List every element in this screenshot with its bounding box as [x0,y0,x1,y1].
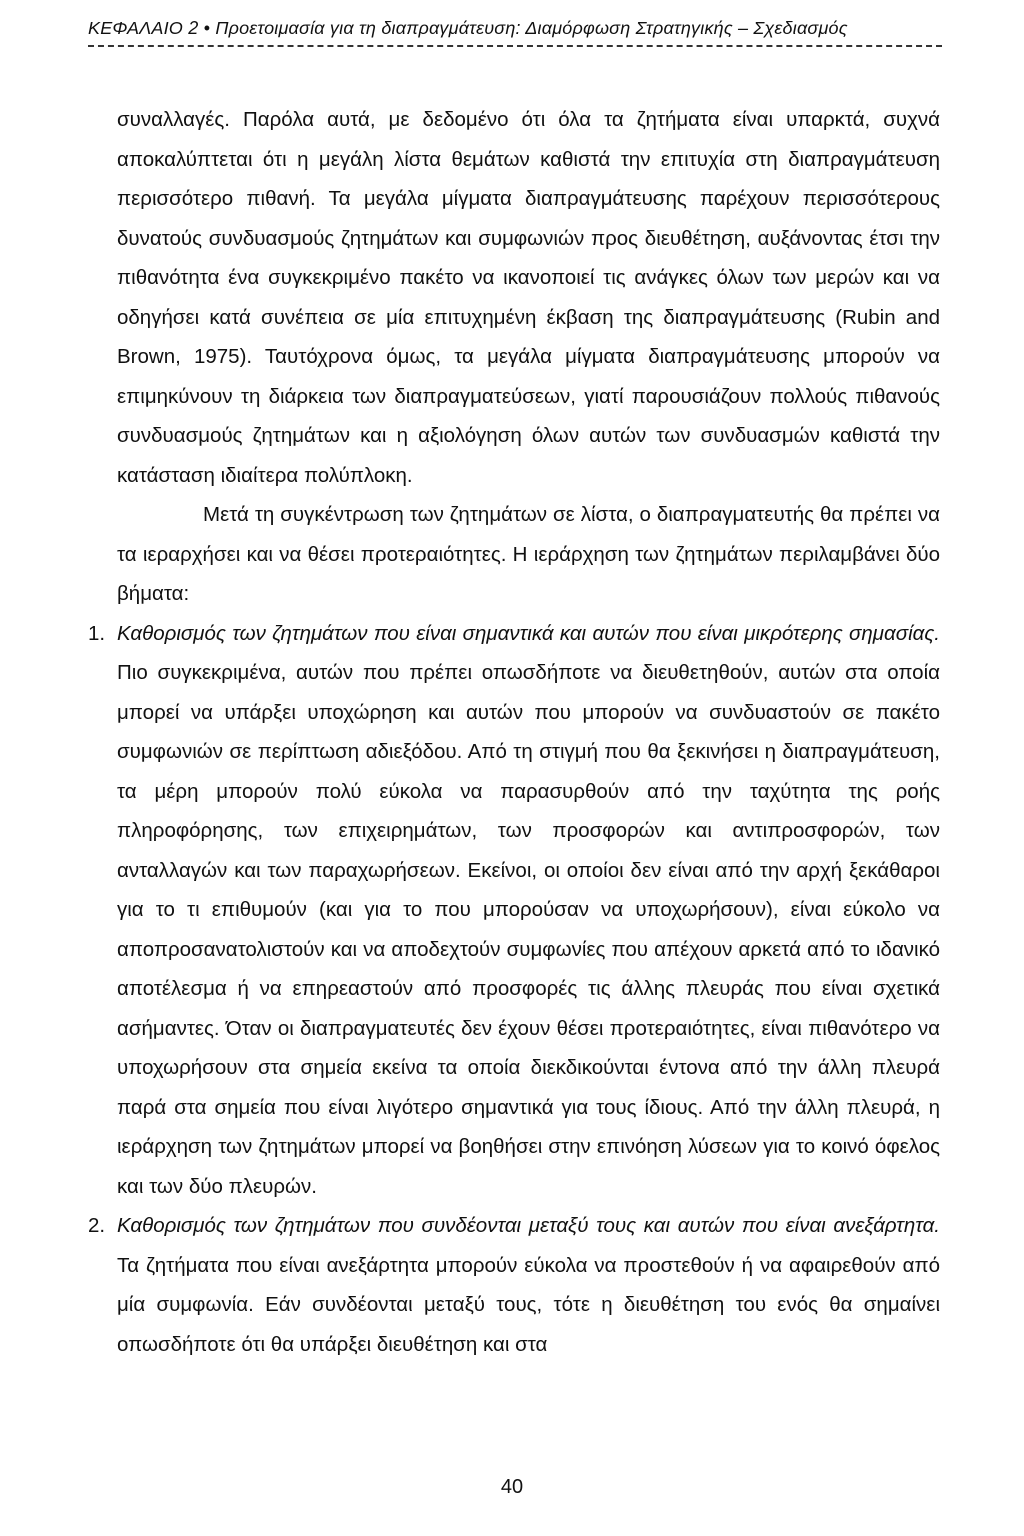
page-number: 40 [500,1476,524,1498]
list-item-2-title: Καθορισμός των ζητημάτων που συνδέονται μεταξύ τους και αυτών που είναι ανεξάρτητα. [117,1214,940,1237]
list-item-2 [88,1206,940,1364]
list-item-1-title: Καθορισμός των ζητημάτων που είναι σημαντικά και αυτών που είναι μικρότερης σημασίας. [117,621,940,645]
list-item-2-text: Τα ζητήματα που είναι ανεξάρτητα μπορούν εύκολα να προστεθούν ή να αφαιρεθούν από μία συμφωνία. Εάν συνδέονται μεταξύ τους, τότε η διευθέτηση του ενός θα σημαίνει οπωσδήποτε ότι θα υπάρξει διευθέτηση και στα [117,1253,940,1356]
header-title: Προετοιμασία για τη διαπραγμάτευση: Διαμόρφωση Στρατηγικής – Σχεδιασμός [215,18,848,38]
list-item-1 [88,614,940,1207]
page-body [88,100,940,1364]
header-chapter: ΚΕΦΑΛΑΙΟ 2 [88,18,199,38]
running-header [88,18,942,47]
list-number-2: 2. [88,1214,106,1237]
paragraph-2: Μετά τη συγκέντρωση των ζητημάτων σε λίστα, ο διαπραγματευτής θα πρέπει να τα ιεραρχήσει και να θέσει προτεραιότητες. Η ιεράρχηση των ζητημάτων περιλαμβάνει δύο βήματα: [117,503,940,605]
paragraph-1: συναλλαγές. Παρόλα αυτά, με δεδομένο ότι όλα τα ζητήματα είναι υπαρκτά, συχνά αποκαλύπτεται ότι η μεγάλη λίστα θεμάτων καθιστά την επιτυχία στη διαπραγμάτευση περισσότερο πιθανή. Τα μεγάλα μίγματα διαπραγμάτευσης παρέχουν περισσότερους δυνατούς συνδυασμούς ζητημάτων και συμφωνιών προς διευθέτηση, αυξάνοντας έτσι την πιθανότητα ένα συγκεκριμένο πακέτο να ικανοποιεί τις ανάγκες όλων των μερών και να οδηγήσει κατά συνέπεια σε μία επιτυχημένη έκβαση της διαπραγμάτευσης (Rubin and Brown, 1975). Ταυτόχρονα όμως, τα μεγάλα μίγματα διαπραγμάτευσης μπορούν να επιμηκύνουν τη διάρκεια των διαπραγματεύσεων, γιατί παρουσιάζουν πολλούς πιθανούς συνδυασμούς ζητημάτων και η αξιολόγηση όλων αυτών των συνδυασμών καθιστά την κατάσταση ιδιαίτερα πολύπλοκη. [117,108,940,487]
list-item-1-text: Πιο συγκεκριμένα, αυτών που πρέπει οπωσδήποτε να διευθετηθούν, αυτών στα οποία μπορεί να υπάρξει υποχώρηση και αυτών που μπορούν να συνδυαστούν σε πακέτο συμφωνιών σε περίπτωση αδιεξόδου. Από τη στιγμή που θα ξεκινήσει η διαπραγμάτευση, τα μέρη μπορούν πολύ εύκολα να παρασυρθούν από την ταχύτητα της ροής πληροφόρησης, των επιχειρημάτων, των προσφορών και αντιπροσφορών, των ανταλλαγών και των παραχωρήσεων. Εκείνοι, οι οποίοι δεν είναι από την αρχή ξεκάθαροι για το τι επιθυμούν (και για το που μπορούσαν να υποχωρήσουν), είναι εύκολο να αποπροσανατολιστούν και να αποδεχτούν συμφωνίες που απέχουν αρκετά από το ιδανικό αποτέλεσμα ή να επηρεαστούν από προσφορές τις άλλης πλευράς που είναι σχετικά ασήμαντες. Όταν οι διαπραγματευτές δεν έχουν θέσει προτεραιότητες, είναι πιθανότερο να υποχωρήσουν στα σημεία εκείνα τα οποία διεκδικούνται έντονα από την άλλη πλευρά παρά στα σημεία που είναι λιγότερο σημαντικά για τους ίδιους. Από την άλλη πλευρά, η ιεράρχηση των ζητημάτων μπορεί να βοηθήσει στην επινόηση λύσεων για το κοινό όφελος και των δύο πλευρών. [117,661,940,1198]
list-number-1: 1. [88,621,106,645]
header-bullet: • [203,18,211,38]
